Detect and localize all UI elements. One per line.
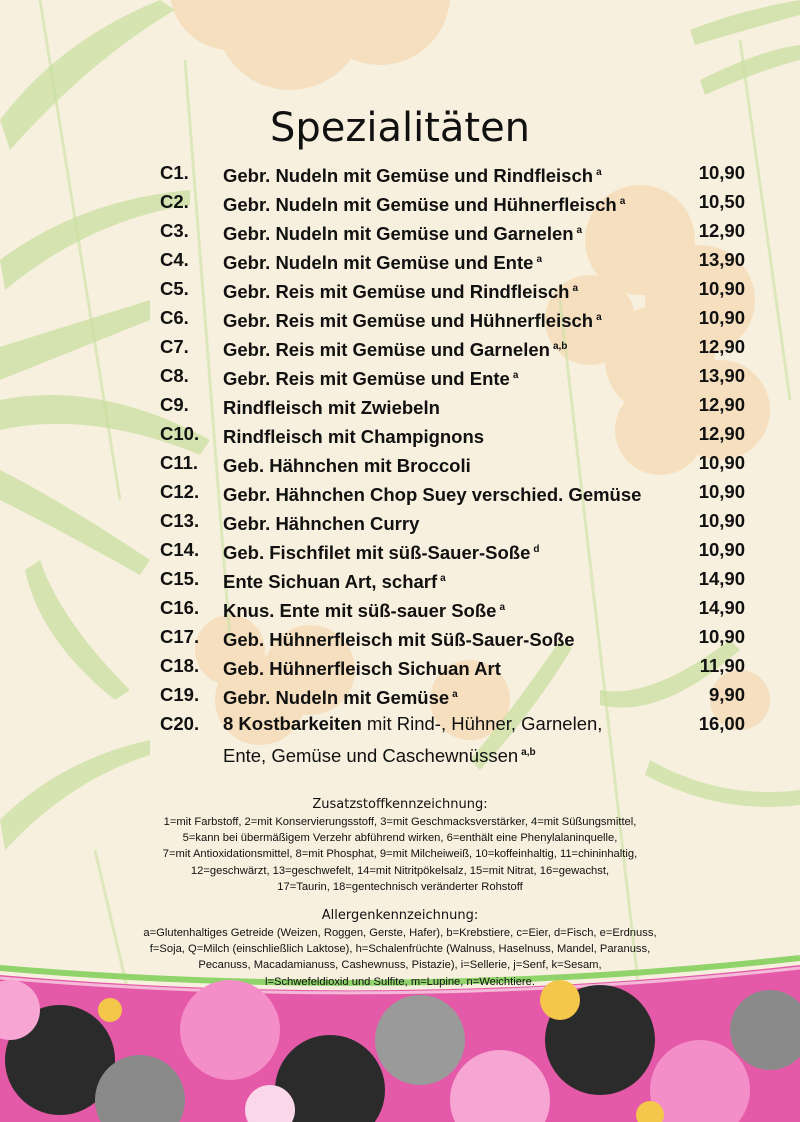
item-name: Ente Sichuan Art, scharf $^a$ — [223, 571, 446, 592]
item-code: C18. — [160, 655, 200, 676]
item-price: 10,90 — [698, 452, 745, 473]
item-code: C1. — [160, 162, 189, 183]
menu-item — [160, 274, 750, 303]
item-name: Gebr. Hähnchen Chop Suey verschied. Gemüse — [223, 484, 642, 505]
item-name: Geb. Fischfilet mit süß-Sauer-Soße $^d$ — [223, 542, 540, 563]
item-code: C9. — [160, 394, 189, 415]
item-price: 10,50 — [698, 191, 745, 212]
menu-item — [160, 158, 750, 187]
allergen-marker: a — [619, 196, 626, 207]
item-price: 10,90 — [698, 162, 745, 183]
item-code: C3. — [160, 220, 189, 241]
item-name-line2: Ente, Gemüse und Caschewnüssen — [223, 745, 519, 766]
allergen-marker: a — [452, 689, 458, 700]
menu-item — [160, 593, 750, 622]
item-name: 8 Kostbarkeiten mit Rind-, Hühner, Garnelen, — [223, 713, 603, 734]
item-name: Gebr. Reis mit Gemüse und Ente $^a$ — [223, 368, 519, 389]
menu-item-c20-continuation — [160, 738, 750, 767]
item-name: Gebr. Nudeln mit Gemüse und Garnelen $^a$ — [223, 223, 583, 244]
page-title: Spezialitäten — [269, 104, 531, 151]
item-price: 11,90 — [699, 655, 745, 676]
item-price: 10,90 — [698, 626, 745, 647]
allergen-marker: d — [533, 544, 540, 555]
item-name: Gebr. Reis mit Gemüse und Rindfleisch $^a$ — [223, 281, 579, 302]
item-name: Rindfleisch mit Champignons — [223, 426, 485, 447]
allergen-marker: a — [572, 283, 579, 294]
menu-item — [160, 651, 750, 680]
item-price: 10,90 — [698, 307, 745, 328]
item-code: C6. — [160, 307, 189, 328]
item-price: 13,90 — [698, 365, 745, 386]
item-price: 10,90 — [698, 278, 745, 299]
item-price: 14,90 — [698, 568, 745, 589]
menu-item — [160, 390, 750, 419]
menu-item — [160, 477, 750, 506]
additives-line: 12=geschwärzt, 13=geschwefelt, 14=mit Nitritpökelsalz, 15=mit Nitrat, 16=gewachst, — [190, 864, 610, 877]
item-code: C13. — [160, 510, 200, 531]
item-name: Gebr. Nudeln mit Gemüse und Hühnerfleisch $^a$ — [223, 194, 626, 215]
item-name: Rindfleisch mit Zwiebeln — [223, 397, 440, 418]
menu-item — [160, 419, 750, 448]
allergen-marker: a — [499, 602, 505, 613]
allergen-marker: a — [536, 254, 542, 265]
allergen-marker: a — [596, 312, 602, 323]
menu-item — [160, 680, 750, 709]
item-price: 16,00 — [698, 713, 745, 734]
item-code: C7. — [160, 336, 189, 357]
item-name: Knus. Ente mit süß-sauer Soße $^a$ — [223, 600, 505, 621]
allergens-line: a=Glutenhaltiges Getreide (Weizen, Roggen, Gerste, Hafer), b=Krebstiere, c=Eier, d=Fisch, e=Erdnuss, — [143, 927, 657, 939]
item-price: 10,90 — [698, 510, 745, 531]
menu-item — [160, 216, 750, 245]
menu-item — [160, 535, 750, 564]
allergen-marker: a,b — [521, 747, 536, 758]
item-code: C20. — [160, 713, 200, 734]
item-code: C14. — [160, 539, 200, 560]
menu-item — [160, 564, 750, 593]
item-price: 12,90 — [698, 220, 745, 241]
menu-item — [160, 448, 750, 477]
item-price: 12,90 — [698, 423, 745, 444]
additives-heading: Zusatzstoffkennzeichnung: — [312, 797, 488, 812]
allergens-line: l=Schwefeldioxid und Sulfite, m=Lupine, n=Weichtiere. — [264, 975, 535, 988]
item-code: C15. — [160, 568, 200, 589]
allergens-line: Pecanuss, Macadamianuss, Cashewnuss, Pistazie), i=Sellerie, j=Senf, k=Sesam, — [198, 959, 602, 972]
menu-item — [160, 622, 750, 651]
item-code: C19. — [160, 684, 200, 705]
allergen-marker: a — [512, 370, 519, 381]
item-name: Gebr. Hähnchen Curry — [223, 513, 420, 534]
item-name: Geb. Hühnerfleisch mit Süß-Sauer-Soße — [223, 629, 575, 650]
allergens-heading: Allergenkennzeichnung: — [321, 908, 479, 923]
menu-item — [160, 303, 750, 332]
allergens-line: f=Soja, Q=Milch (einschließlich Laktose), h=Schalenfrüchte (Walnuss, Haselnuss, Mandel, Paranuss, — [149, 943, 651, 956]
item-code: C2. — [160, 191, 189, 212]
additives-line: 5=kann bei übermäßigem Verzehr abführend wirken, 6=enthält eine Phenylalaninquelle, — [182, 832, 618, 845]
additives-legend — [0, 796, 800, 895]
item-code: C16. — [160, 597, 200, 618]
item-name: Gebr. Nudeln mit Gemüse $^a$ — [223, 687, 458, 708]
item-price: 9,90 — [708, 684, 745, 705]
item-price: 12,90 — [698, 336, 745, 357]
additives-line: 7=mit Antioxidationsmittel, 8=mit Phosphat, 9=mit Milcheiweiß, 10=koffeinhaltig, 11=chininhaltig, — [162, 848, 638, 861]
menu-item — [160, 187, 750, 216]
menu-item — [160, 361, 750, 390]
menu-item — [160, 506, 750, 535]
menu-item-c20 — [160, 709, 750, 738]
item-price: 14,90 — [698, 597, 745, 618]
item-code: C17. — [160, 626, 200, 647]
item-code: C12. — [160, 481, 200, 502]
item-code: C4. — [160, 249, 189, 270]
menu-item — [160, 245, 750, 274]
item-code: C5. — [160, 278, 189, 299]
additives-line: 17=Taurin, 18=gentechnisch veränderter Rohstoff — [277, 880, 523, 893]
item-name: Geb. Hühnerfleisch Sichuan Art — [223, 658, 501, 679]
item-name: Gebr. Nudeln mit Gemüse und Ente $^a$ — [223, 252, 542, 273]
allergen-marker: a,b — [552, 341, 568, 352]
item-price: 10,90 — [698, 481, 745, 502]
item-name: Gebr. Reis mit Gemüse und Hühnerfleisch $^a$ — [223, 310, 602, 331]
allergen-marker: a — [576, 225, 583, 236]
item-price: 10,90 — [698, 539, 745, 560]
item-name: Gebr. Nudeln mit Gemüse und Rindfleisch $^a$ — [223, 165, 602, 186]
additives-line: 1=mit Farbstoff, 2=mit Konservierungsstoff, 3=mit Geschmacksverstärker, 4=mit Süßungsmittel, — [163, 816, 637, 828]
item-code: C11. — [160, 452, 199, 473]
allergen-marker: a — [596, 167, 602, 178]
allergens-legend — [0, 907, 800, 990]
item-name: Gebr. Reis mit Gemüse und Garnelen $^{a,b}$ — [223, 339, 568, 360]
item-code: C8. — [160, 365, 189, 386]
allergen-marker: a — [440, 573, 446, 584]
item-price: 12,90 — [698, 394, 745, 415]
item-name: Geb. Hähnchen mit Broccoli — [223, 455, 471, 476]
menu-list — [160, 158, 750, 767]
item-price: 13,90 — [698, 249, 745, 270]
menu-item — [160, 332, 750, 361]
item-code: C10. — [160, 423, 200, 444]
